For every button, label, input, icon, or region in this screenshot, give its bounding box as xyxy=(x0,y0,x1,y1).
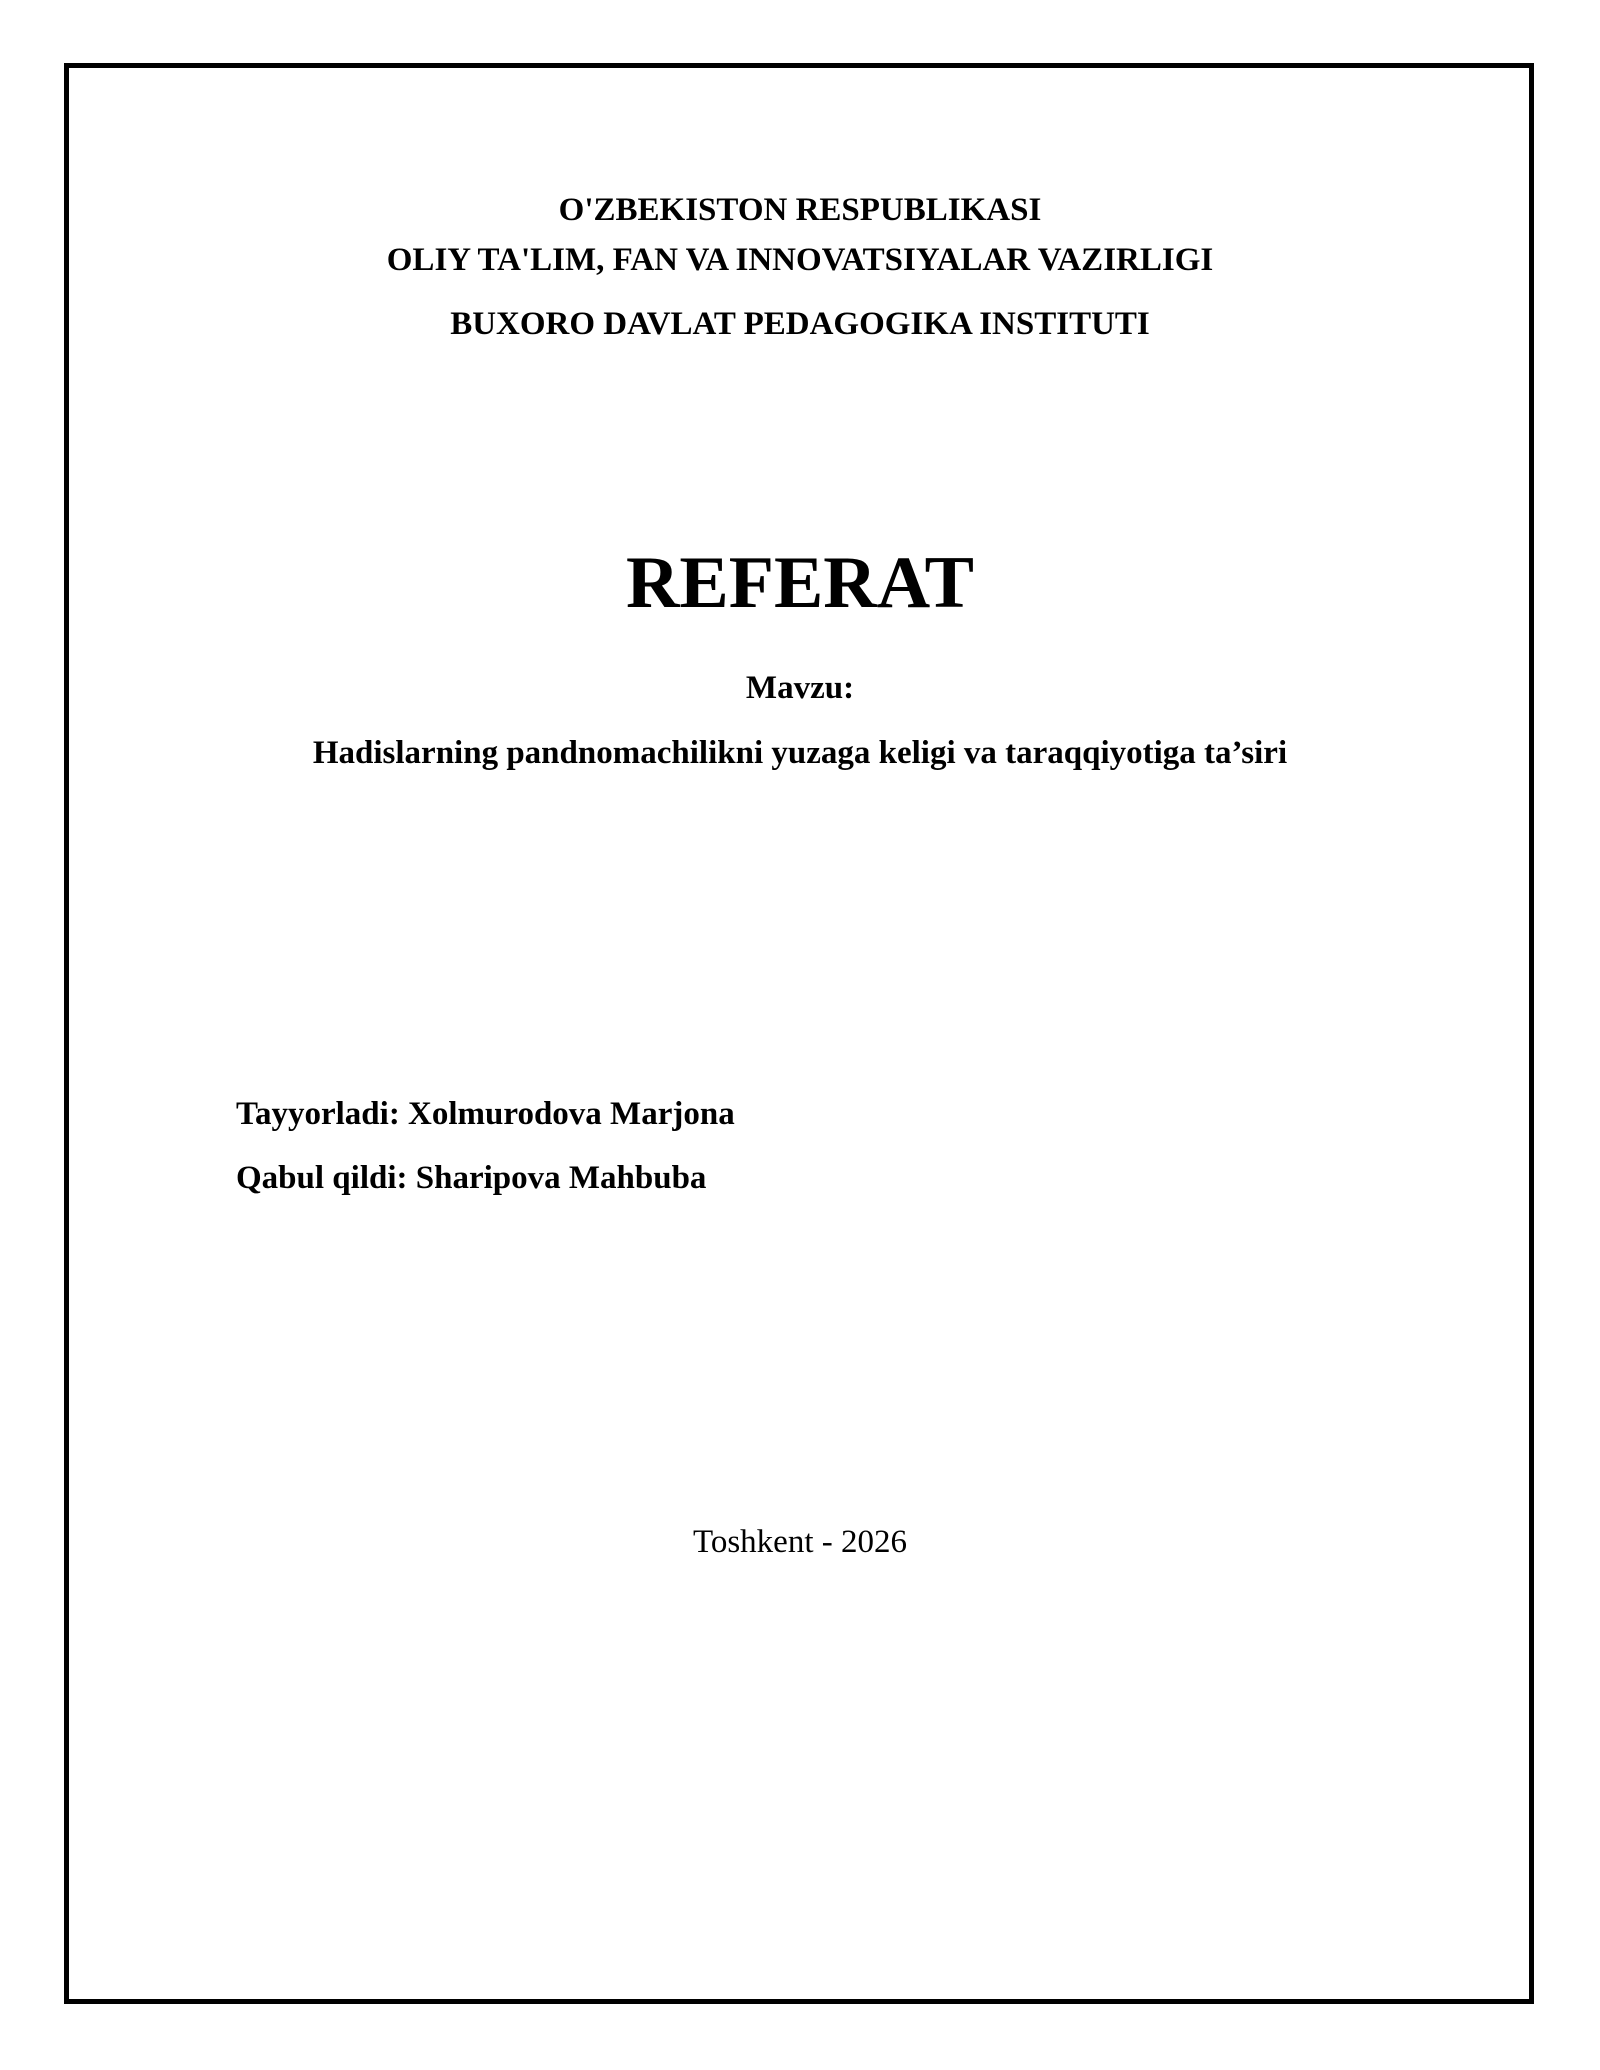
topic-label: Mavzu: xyxy=(745,670,855,706)
prepared-by-line: Tayyorladi: Xolmurodova Marjona xyxy=(236,1096,735,1132)
city-year: Toshkent - 2026 xyxy=(692,1524,907,1560)
ministry-name: OLIY TA'LIM, FAN VA INNOVATSIYALAR VAZIRLIGI xyxy=(386,242,1214,278)
institute-name: BUXORO DAVLAT PEDAGOGIKA INSTITUTI xyxy=(450,306,1150,342)
topic-title: Hadislarning pandnomachilikni yuzaga keligi va taraqqiyotiga ta’siri xyxy=(312,735,1288,771)
document-type-title: REFERAT xyxy=(625,542,975,624)
page-border xyxy=(64,63,1534,2004)
accepted-by-line: Qabul qildi: Sharipova Mahbuba xyxy=(236,1160,707,1196)
country-name: O'ZBEKISTON RESPUBLIKASI xyxy=(558,192,1042,228)
